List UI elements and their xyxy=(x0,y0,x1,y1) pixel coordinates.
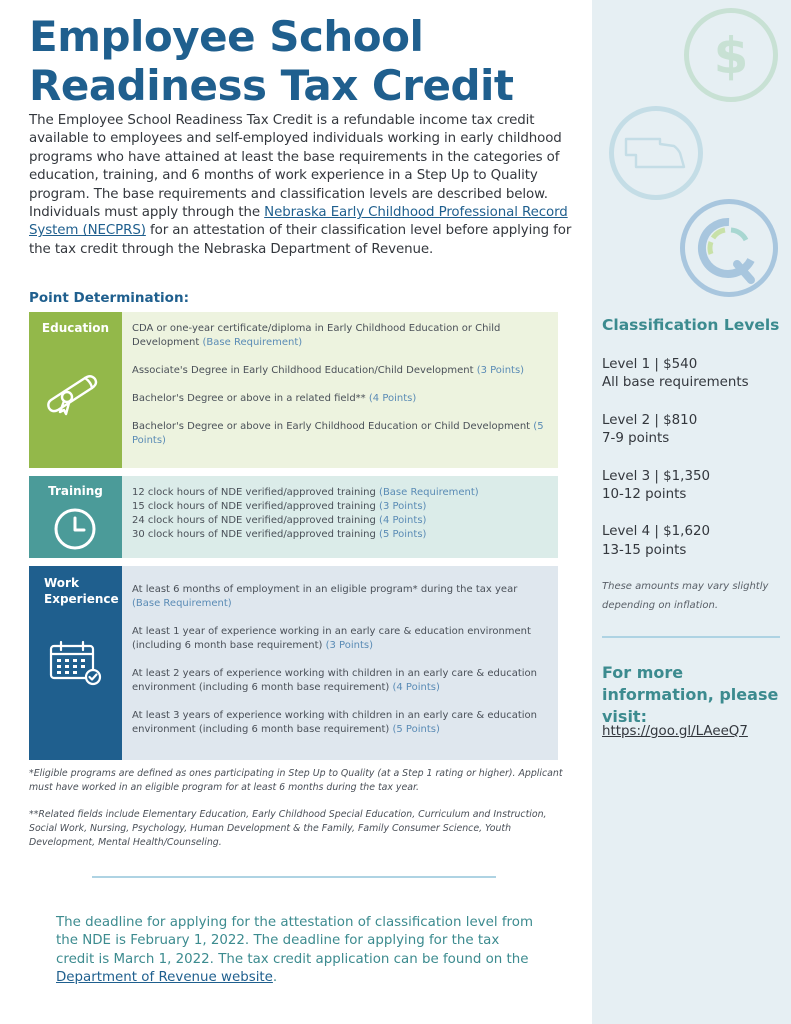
education-section xyxy=(29,312,558,468)
intro-text: The Employee School Readiness Tax Credit is a refundable income tax credit available to employees and self-employed individuals working in early childhood programs who have attained at least the base requirements in the categories of education, training, and 6 months of work experience in a Step Up to Quality program. The base requirements and classification levels are described below. Individuals must apply through the xyxy=(29,113,562,221)
page-title xyxy=(29,12,589,110)
related-fields-footnote: **Related fields include Elementary Education, Early Childhood Special Education, Curriculum and Instruction, Social Work, Nursing, Psychology, Human Development & the Family, Family Consumer Science, Youth Development, Mental Health/Counseling. xyxy=(29,809,547,848)
level-title: Level 1 | $540 xyxy=(602,357,698,372)
level-detail: 10-12 points xyxy=(602,487,687,503)
more-info-heading: For more information, please visit: xyxy=(602,663,779,726)
training-item: 24 clock hours of NDE verified/approved training (4 Points) xyxy=(132,515,427,526)
classification-levels-heading: Classification Levels xyxy=(602,316,780,334)
work-item: At least 2 years of experience working with children in an early care & education environment (including 6 month base requirement) (4 Points) xyxy=(132,668,537,693)
inflation-note: These amounts may vary slightly depending on inflation. xyxy=(602,581,769,611)
training-label: Training xyxy=(48,484,103,498)
work-item: At least 1 year of experience working in an early care & education environment (including 6 month base requirement) (3 Points) xyxy=(132,626,531,651)
level-detail: All base requirements xyxy=(602,375,749,391)
level-detail: 13-15 points xyxy=(602,542,687,558)
dollar-icon xyxy=(684,8,778,102)
level-title: Level 2 | $810 xyxy=(602,412,698,428)
sidebar-divider xyxy=(602,636,780,638)
point-determination-heading: Point Determination: xyxy=(29,290,189,306)
nebraska-map-icon xyxy=(609,106,703,200)
education-item: Bachelor's Degree or above in a related field** (4 Points) xyxy=(132,393,417,404)
education-side xyxy=(29,312,122,468)
clock-icon xyxy=(53,507,97,551)
deadline-paragraph: The deadline for applying for the attestation of classification level from the NDE is February 1, 2022. The deadline for applying for the tax credit is March 1, 2022. The tax credit application can be found on the Department of Revenue website. xyxy=(56,915,533,986)
education-item: Bachelor's Degree or above in Early Childhood Education or Child Development (5 Points) xyxy=(132,421,544,446)
intro-text-end: for an attestation of their classification level before applying for the tax credit through the Nebraska Department of Revenue. xyxy=(29,223,572,257)
level-item xyxy=(602,356,787,393)
level-title: Level 3 | $1,350 xyxy=(602,468,711,484)
training-body xyxy=(122,476,558,558)
training-side xyxy=(29,476,122,558)
work-experience-section xyxy=(29,566,558,760)
work-item: At least 6 months of employment in an eligible program* during the tax year (Base Requirement) xyxy=(132,584,518,609)
divider xyxy=(92,876,496,878)
level-title: Level 4 | $1,620 xyxy=(602,524,711,540)
intro-paragraph xyxy=(29,112,589,259)
training-item: 15 clock hours of NDE verified/approved training (3 Points) xyxy=(132,501,427,512)
more-info-link[interactable]: https://goo.gl/LAeeQ7 xyxy=(602,724,748,739)
level-item xyxy=(602,468,787,505)
calendar-check-icon xyxy=(49,640,103,686)
department-of-revenue-link[interactable]: Department of Revenue website xyxy=(56,970,273,986)
education-label: Education xyxy=(41,321,110,335)
diploma-icon xyxy=(45,370,107,416)
title-line-2: Readiness Tax Credit xyxy=(29,61,514,110)
education-body xyxy=(122,312,558,468)
necprs-link[interactable]: Nebraska Early Childhood Professional Record System (NECPRS) xyxy=(29,205,568,239)
training-item: 30 clock hours of NDE verified/approved training (5 Points) xyxy=(132,529,427,540)
level-item xyxy=(602,412,787,449)
work-experience-side xyxy=(29,566,122,760)
level-detail: 7-9 points xyxy=(602,431,670,447)
work-experience-label: Work Experience xyxy=(44,576,119,606)
level-item xyxy=(602,523,787,560)
classification-levels-list xyxy=(602,356,787,579)
education-item: Associate's Degree in Early Childhood Education/Child Development (3 Points) xyxy=(132,365,525,376)
svg-text:$: $ xyxy=(713,27,749,85)
title-line-1: Employee School xyxy=(29,12,424,61)
training-section xyxy=(29,476,558,558)
education-item: CDA or one-year certificate/diploma in Early Childhood Education or Child Development (Base Requirement) xyxy=(132,323,501,348)
eligible-programs-footnote: *Eligible programs are defined as ones participating in Step Up to Quality (at a Step 1 rating or higher). Applicant must have worked in an eligible program for at least 6 months during the tax year. xyxy=(29,768,563,793)
training-item: 12 clock hours of NDE verified/approved training (Base Requirement) xyxy=(132,487,479,498)
work-item: At least 3 years of experience working with children in an early care & education environment (including 6 month base requirement) (5 Points) xyxy=(132,710,537,735)
step-up-to-quality-logo-icon xyxy=(680,199,778,297)
work-experience-body xyxy=(122,566,558,760)
